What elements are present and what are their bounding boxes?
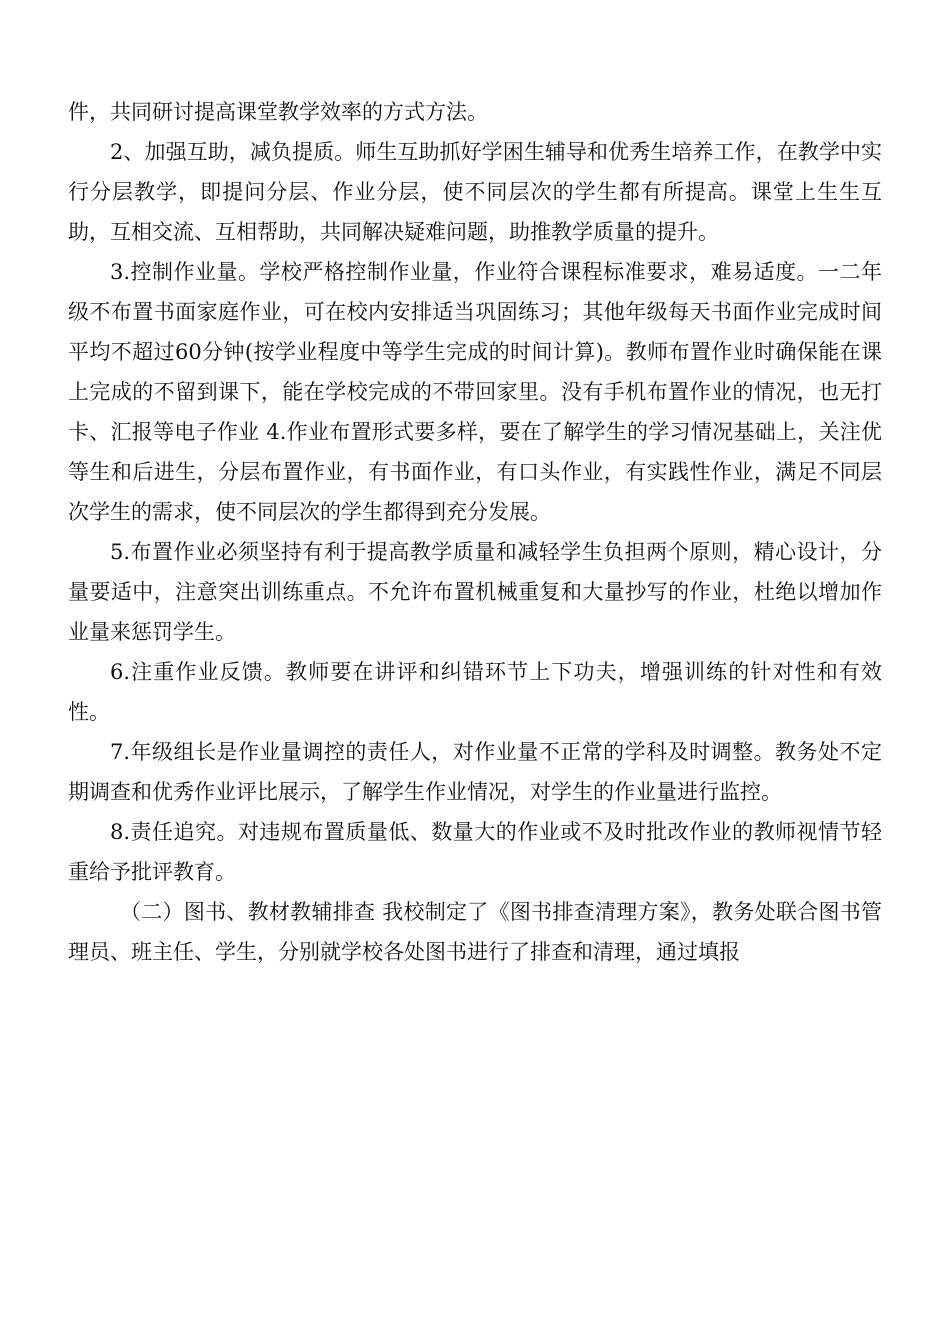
- paragraph-accountability: 8.责任追究。对违规布置质量低、数量大的作业或不及时批改作业的教师视情节轻重给予批评教育。: [68, 820, 882, 884]
- paragraph-grade-leader: 7.年级组长是作业量调控的责任人，对作业量不正常的学科及时调整。教务处不定期调查和优秀作业评比展示，了解学生作业情况，对学生的作业量进行监控。: [68, 740, 882, 804]
- paragraph-homework-feedback: 6.注重作业反馈。教师要在讲评和纠错环节上下功夫，增强训练的针对性和有效性。: [68, 660, 882, 724]
- paragraph-book-inspection: （二）图书、教材教辅排查 我校制定了《图书排查清理方案》，教务处联合图书管理员、班主任、学生，分别就学校各处图书进行了排查和清理，通过填报: [68, 900, 882, 964]
- paragraph-mutual-assistance: 2、加强互助，减负提质。师生互助抓好学困生辅导和优秀生培养工作，在教学中实行分层教学，即提问分层、作业分层，使不同层次的学生都有所提高。课堂上生生互助，互相交流、互相帮助，共同解决疑难问题，助推教学质量的提升。: [68, 140, 882, 244]
- paragraph-homework-principles: 5.布置作业必须坚持有利于提高教学质量和减轻学生负担两个原则，精心设计，分量要适中，注意突出训练重点。不允许布置机械重复和大量抄写的作业，杜绝以增加作业量来惩罚学生。: [68, 540, 882, 644]
- paragraph-continuation: 件，共同研讨提高课堂教学效率的方式方法。: [68, 100, 488, 124]
- paragraph-homework-control: 3.控制作业量。学校严格控制作业量，作业符合课程标准要求，难易适度。一二年级不布置书面家庭作业，可在校内安排适当巩固练习；其他年级每天书面作业完成时间平均不超过60分钟(按学业程度中等学生完成的时间计算)。教师布置作业时确保能在课上完成的不留到课下，能在学校完成的不带回家里。没有手机布置作业的情况，也无打卡、汇报等电子作业 4.作业布置形式要多样，要在了解学生的学习情况基础上，关注优等生和后进生，分层布置作业，有书面作业，有口头作业，有实践性作业，满足不同层次学生的需求，使不同层次的学生都得到充分发展。: [68, 260, 882, 524]
